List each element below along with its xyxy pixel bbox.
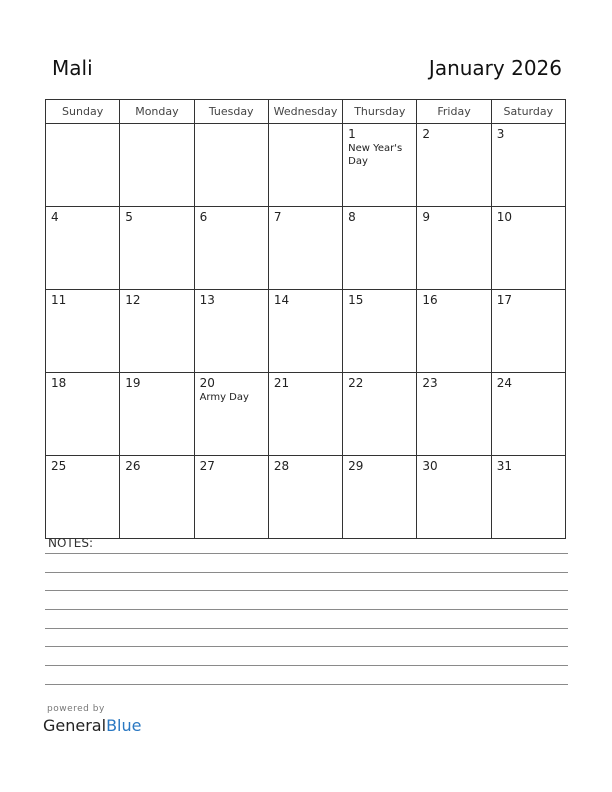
day-cell <box>417 456 491 539</box>
day-number: 8 <box>348 210 356 224</box>
day-cell <box>194 290 268 373</box>
note-line <box>45 684 568 685</box>
note-line <box>45 609 568 610</box>
day-number: 1 <box>348 127 356 141</box>
day-cell <box>417 124 491 207</box>
day-cell <box>343 290 417 373</box>
calendar-grid <box>45 99 566 539</box>
day-cell <box>491 290 565 373</box>
day-number: 12 <box>125 293 141 307</box>
day-cell <box>194 207 268 290</box>
day-cell <box>491 124 565 207</box>
day-cell <box>120 207 194 290</box>
day-cell <box>120 290 194 373</box>
day-number: 22 <box>348 376 364 390</box>
brand-logo[interactable] <box>43 716 141 735</box>
day-cell <box>491 207 565 290</box>
day-number: 23 <box>422 376 438 390</box>
day-number: 14 <box>273 293 290 307</box>
brand-general: General <box>43 716 107 735</box>
day-number: 6 <box>199 210 208 224</box>
week-row <box>46 290 566 373</box>
day-cell <box>46 207 120 290</box>
day-number: 7 <box>273 210 282 224</box>
day-number: 28 <box>273 459 290 473</box>
day-cell <box>194 124 268 207</box>
note-line <box>45 572 568 573</box>
day-cell <box>417 373 491 456</box>
weekday-tuesday: Tuesday <box>194 100 268 124</box>
note-line <box>45 590 568 591</box>
day-number: 4 <box>51 210 59 224</box>
day-cell <box>120 373 194 456</box>
week-row <box>46 456 566 539</box>
day-number: 3 <box>496 127 505 141</box>
weekday-wednesday: Wednesday <box>268 100 342 124</box>
week-row <box>46 373 566 456</box>
day-cell <box>120 124 194 207</box>
day-number: 15 <box>348 293 364 307</box>
note-line <box>45 628 568 629</box>
holiday-label: New Year's Day <box>348 143 403 167</box>
day-cell <box>343 124 417 207</box>
day-cell <box>46 456 120 539</box>
day-number: 19 <box>125 376 141 390</box>
day-number: 30 <box>422 459 438 473</box>
day-cell <box>46 290 120 373</box>
month-year-title: January 2026 <box>428 56 562 80</box>
day-cell <box>343 207 417 290</box>
day-cell <box>194 456 268 539</box>
day-number: 18 <box>51 376 67 390</box>
note-line <box>45 553 568 554</box>
day-number: 26 <box>125 459 141 473</box>
weekday-saturday: Saturday <box>491 100 565 124</box>
day-cell <box>268 456 342 539</box>
brand-blue: Blue <box>106 716 142 735</box>
day-number: 24 <box>496 376 512 390</box>
day-number: 11 <box>51 293 67 307</box>
note-line <box>45 665 568 666</box>
weekday-monday: Monday <box>120 100 194 124</box>
holiday-label: Army Day <box>199 392 249 403</box>
weekday-sunday: Sunday <box>46 100 120 124</box>
day-cell <box>194 373 268 456</box>
day-number: 21 <box>273 376 290 390</box>
day-number: 16 <box>422 293 438 307</box>
day-number: 25 <box>51 459 67 473</box>
week-row <box>46 124 566 207</box>
day-cell <box>343 456 417 539</box>
week-row <box>46 207 566 290</box>
day-cell <box>417 290 491 373</box>
day-number: 17 <box>496 293 512 307</box>
day-number: 31 <box>496 459 512 473</box>
day-cell <box>417 207 491 290</box>
day-number: 27 <box>199 459 215 473</box>
powered-by-text: powered by <box>47 704 105 714</box>
weekday-header-row <box>46 100 566 124</box>
day-number: 5 <box>125 210 133 224</box>
day-number: 2 <box>422 127 431 141</box>
day-cell <box>343 373 417 456</box>
notes-label: NOTES: <box>48 536 93 550</box>
weekday-friday: Friday <box>417 100 491 124</box>
day-cell <box>46 124 120 207</box>
day-number: 20 <box>199 376 215 390</box>
day-number: 29 <box>348 459 364 473</box>
day-cell <box>268 290 342 373</box>
day-cell <box>491 456 565 539</box>
weekday-thursday: Thursday <box>343 100 417 124</box>
country-title: Mali <box>52 56 93 80</box>
day-cell <box>268 207 342 290</box>
day-cell <box>120 456 194 539</box>
note-line <box>45 646 568 647</box>
day-cell <box>268 373 342 456</box>
day-number: 10 <box>496 210 512 224</box>
day-number: 13 <box>199 293 215 307</box>
day-cell <box>46 373 120 456</box>
day-number: 9 <box>422 210 431 224</box>
day-cell <box>268 124 342 207</box>
day-cell <box>491 373 565 456</box>
